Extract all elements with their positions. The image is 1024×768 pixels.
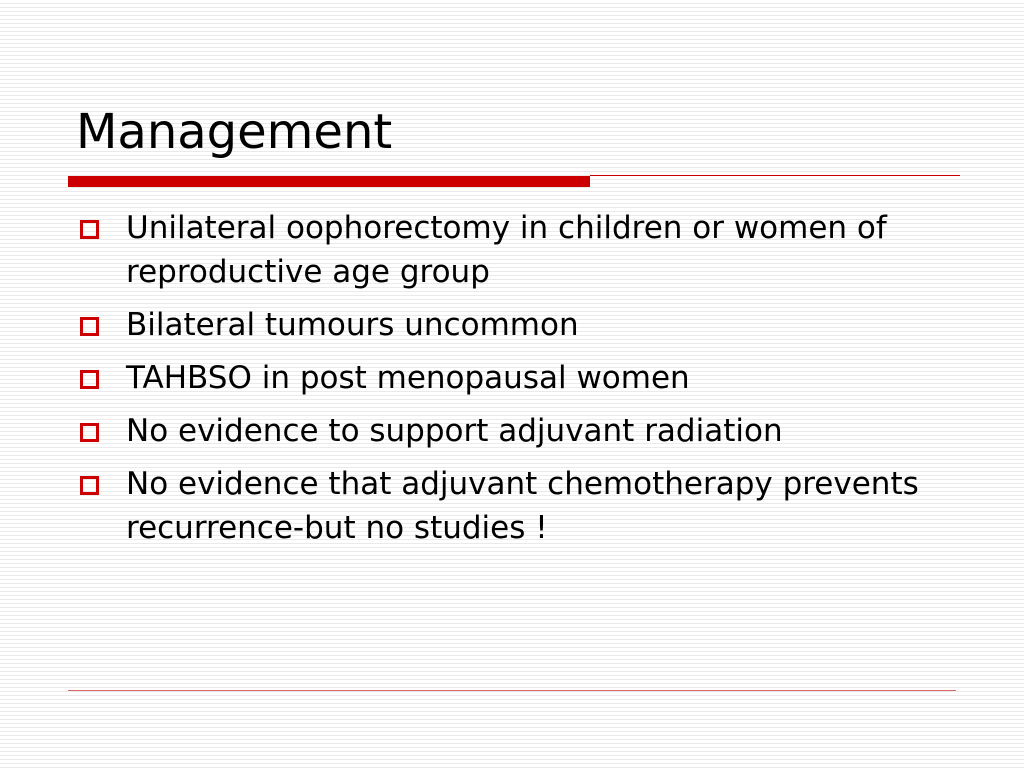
bullet-list: [77, 206, 957, 559]
bullet-text: No evidence that adjuvant chemotherapy prevents recurrence-but no studies !: [126, 466, 919, 546]
hollow-square-icon: [80, 423, 99, 442]
title-underline-thick: [68, 176, 590, 187]
hollow-square-icon: [80, 370, 99, 389]
slide-title: Management: [76, 104, 393, 160]
hollow-square-icon: [80, 220, 99, 239]
footer-divider: [68, 690, 956, 691]
bullet-text: No evidence to support adjuvant radiation: [126, 413, 783, 449]
bullet-text: Unilateral oophorectomy in children or women of reproductive age group: [126, 210, 887, 290]
bullet-text: Bilateral tumours uncommon: [126, 307, 579, 343]
bullet-item: [77, 206, 957, 294]
title-underline-thin: [590, 175, 960, 176]
hollow-square-icon: [80, 317, 99, 336]
bullet-item: [77, 409, 957, 453]
bullet-item: [77, 356, 957, 400]
hollow-square-icon: [80, 476, 99, 495]
bullet-item: [77, 303, 957, 347]
bullet-text: TAHBSO in post menopausal women: [126, 360, 690, 396]
bullet-item: [77, 462, 957, 550]
